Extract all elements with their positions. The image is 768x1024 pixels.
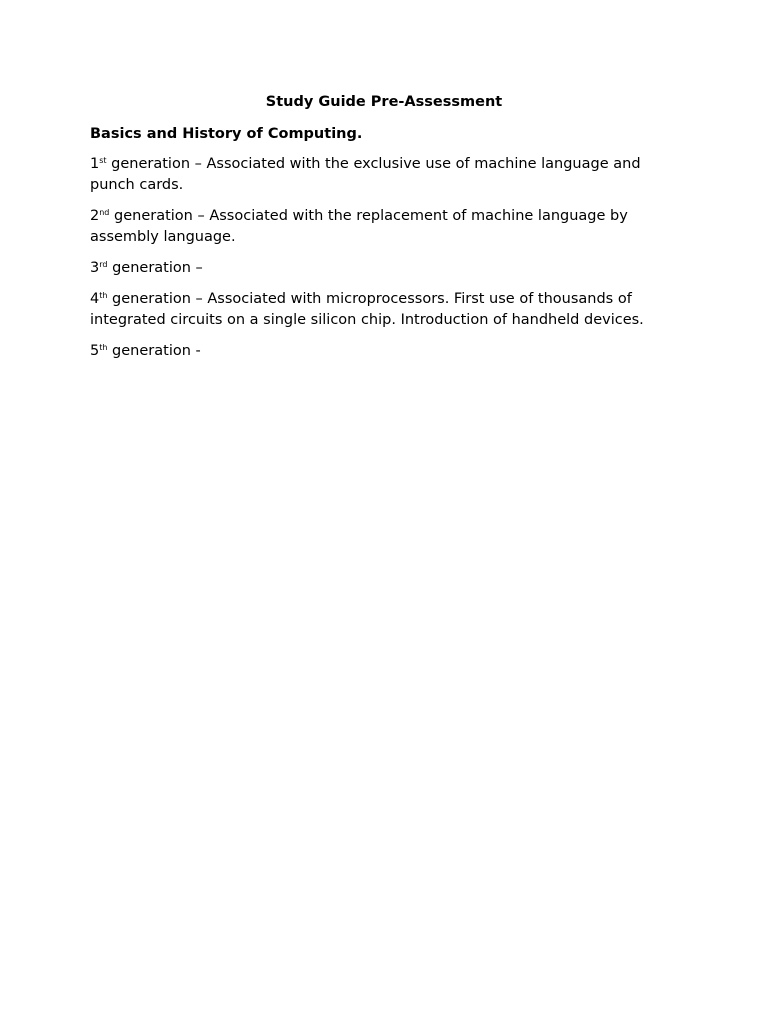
section-heading: Basics and History of Computing. — [90, 126, 363, 142]
generation-description: generation – — [107, 260, 203, 276]
generation-number: 3 — [90, 260, 100, 276]
generation-number: 1 — [90, 156, 100, 172]
generation-item-1 — [90, 154, 680, 196]
ordinal-suffix: nd — [99, 208, 110, 217]
ordinal-suffix: th — [99, 343, 108, 352]
generation-number: 5 — [90, 343, 100, 359]
generation-item-5 — [90, 341, 680, 362]
generation-item-3 — [90, 258, 680, 279]
document-title: Study Guide Pre-Assessment — [265, 94, 503, 110]
generation-number: 2 — [90, 208, 100, 224]
generation-number: 4 — [90, 291, 100, 307]
generation-description: generation - — [107, 343, 201, 359]
ordinal-suffix: th — [99, 291, 108, 300]
ordinal-suffix: st — [99, 156, 107, 165]
generation-item-2 — [90, 206, 680, 248]
ordinal-suffix: rd — [99, 260, 108, 269]
generation-item-4 — [90, 289, 680, 331]
generation-list — [90, 154, 680, 372]
generation-description: generation – Associated with microprocessors. First use of thousands of integrated circuits on a single silicon chip. Introduction of handheld devices. — [90, 291, 644, 328]
generation-description: generation – Associated with the exclusive use of machine language and punch cards. — [90, 156, 641, 193]
generation-description: generation – Associated with the replacement of machine language by assembly language. — [90, 208, 628, 245]
